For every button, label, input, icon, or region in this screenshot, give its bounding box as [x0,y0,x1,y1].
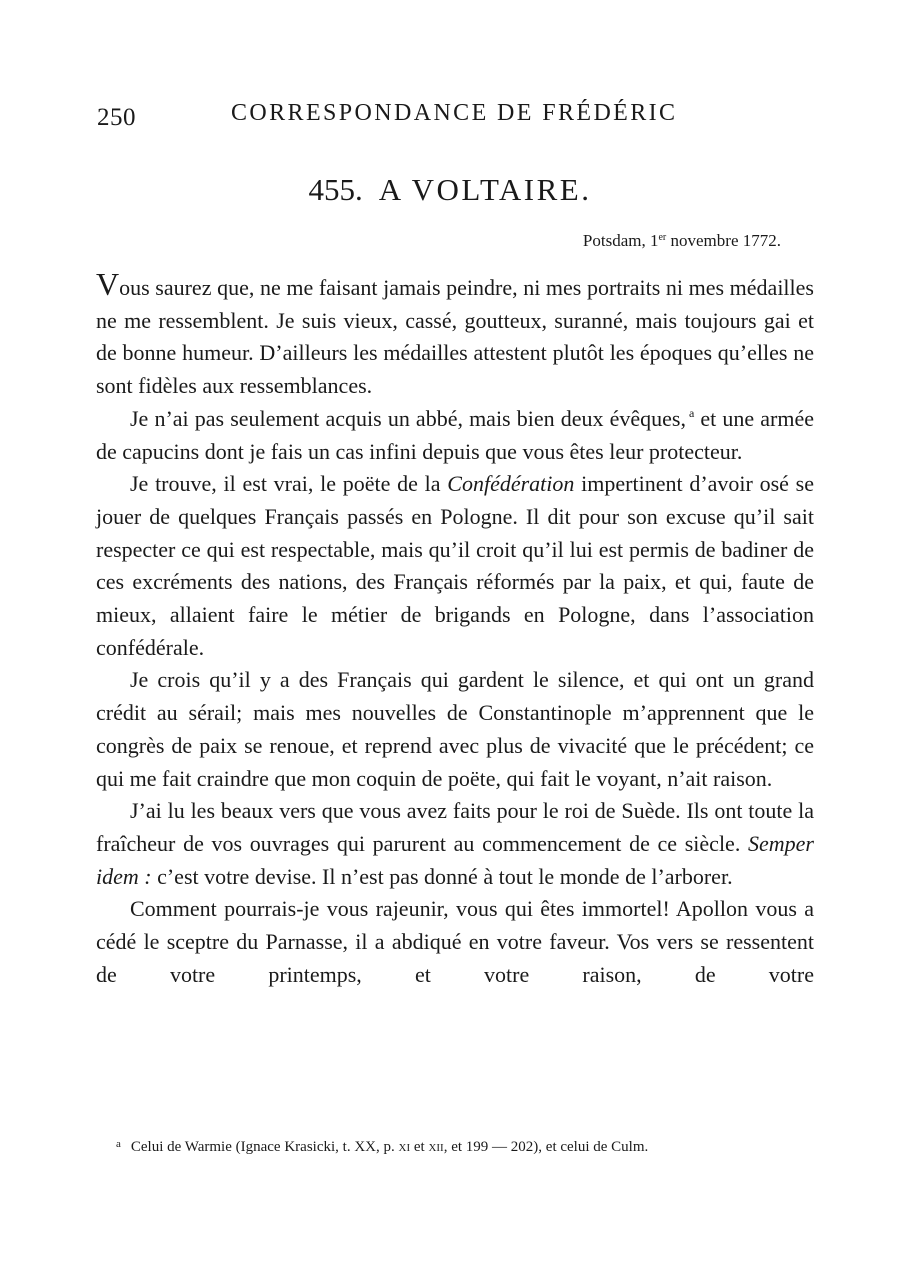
footnote-roman-2: xii [428,1139,444,1155]
page-number: 250 [97,104,136,131]
footnote-middle: et [410,1139,429,1155]
book-title: CORRESPONDANCE DE FRÉDÉRIC [231,100,678,126]
footnote-after: , et 199 — 202), et celui de Culm. [443,1139,649,1155]
dateline-day: 1 [649,231,659,250]
paragraph-2-text: Je n’ai pas seulement acquis un abbé, mais bien deux évêques, [130,405,686,431]
letter-heading [0,172,900,208]
paragraph-2 [96,403,814,468]
footnote [116,1138,816,1156]
paragraph-6-text: Comment pourrais-je vous rajeunir, vous qui êtes immortel! Apollon vous a cédé le sceptre du Parnasse, il a abdiqué en votre faveur. Vos vers se ressentent de votre printemps, et votre raison, de votre [96,896,814,987]
dateline-day-suffix: er [658,232,667,243]
footnote-marker[interactable]: a [688,405,695,420]
paragraph-4-text: Je crois qu’il y a des Français qui gardent le silence, et qui ont un grand crédit au sérail; mais mes nouvelles de Constantinople m’apprennent que le congrès de paix se renoue, et reprend avec plus de vivacité que le précédent; ce qui me fait craindre que mon coquin de poëte, qui fait le voyant, n’ait raison. [96,667,814,791]
paragraph-1 [96,266,814,403]
footnote-roman: xi [398,1139,411,1155]
paragraph-2-after: et une armée de capucins dont je fais un cas infini depuis que vous êtes leur protecteur. [96,405,815,464]
initial-letter: V [96,266,120,302]
letter-title: A VOLTAIRE. [378,172,592,207]
paragraph-3-after: impertinent d’avoir osé se jouer de quelques Français passés en Pologne. Il dit pour son excuse qu’il sait respecter ce qui est respectable, mais qu’il croit qu’il lui est permis de badiner de ces excréments des nations, des Français réformés par la paix, et qui, faute de mieux, allaient faire le métier de brigands en Pologne, dans l’association confédérale. [96,471,814,660]
paragraph-1-text: ous saurez que, ne me faisant jamais peindre, ni mes portraits ni mes médailles ne me ressemblent. Je suis vieux, cassé, goutteux, suranné, mais toujours gai et de bonne humeur. D’ailleurs les médailles attestent plutôt les époques qu’elles ne sont fidèles aux ressemblances. [96,275,814,399]
dateline [583,231,781,251]
paragraph-3-before: Je trouve, il est vrai, le poëte de la [130,471,448,497]
paragraph-6 [96,893,814,991]
paragraph-5 [96,795,814,893]
footnote-letter: a [116,1138,121,1150]
paragraph-5-before: J’ai lu les beaux vers que vous avez faits pour le roi de Suède. Ils ont toute la fraîcheur de vos ouvrages qui parurent au commencement de ce siècle. [96,798,814,856]
letter-number: 455. [308,172,363,207]
paragraph-3-italic: Confédération [447,471,575,497]
letter-body [96,266,815,991]
paragraph-3 [96,468,814,664]
dateline-rest: novembre 1772. [666,231,781,250]
footnote-before: Celui de Warmie (Ignace Krasicki, t. XX, p. [130,1139,399,1155]
paragraph-5-after: c’est votre devise. Il n’est pas donné à tout le monde de l’arborer. [151,863,733,889]
running-head [97,100,817,134]
dateline-place: Potsdam, [582,231,650,250]
paragraph-5-italic: Semper idem : [96,830,814,889]
paragraph-4 [96,664,814,795]
